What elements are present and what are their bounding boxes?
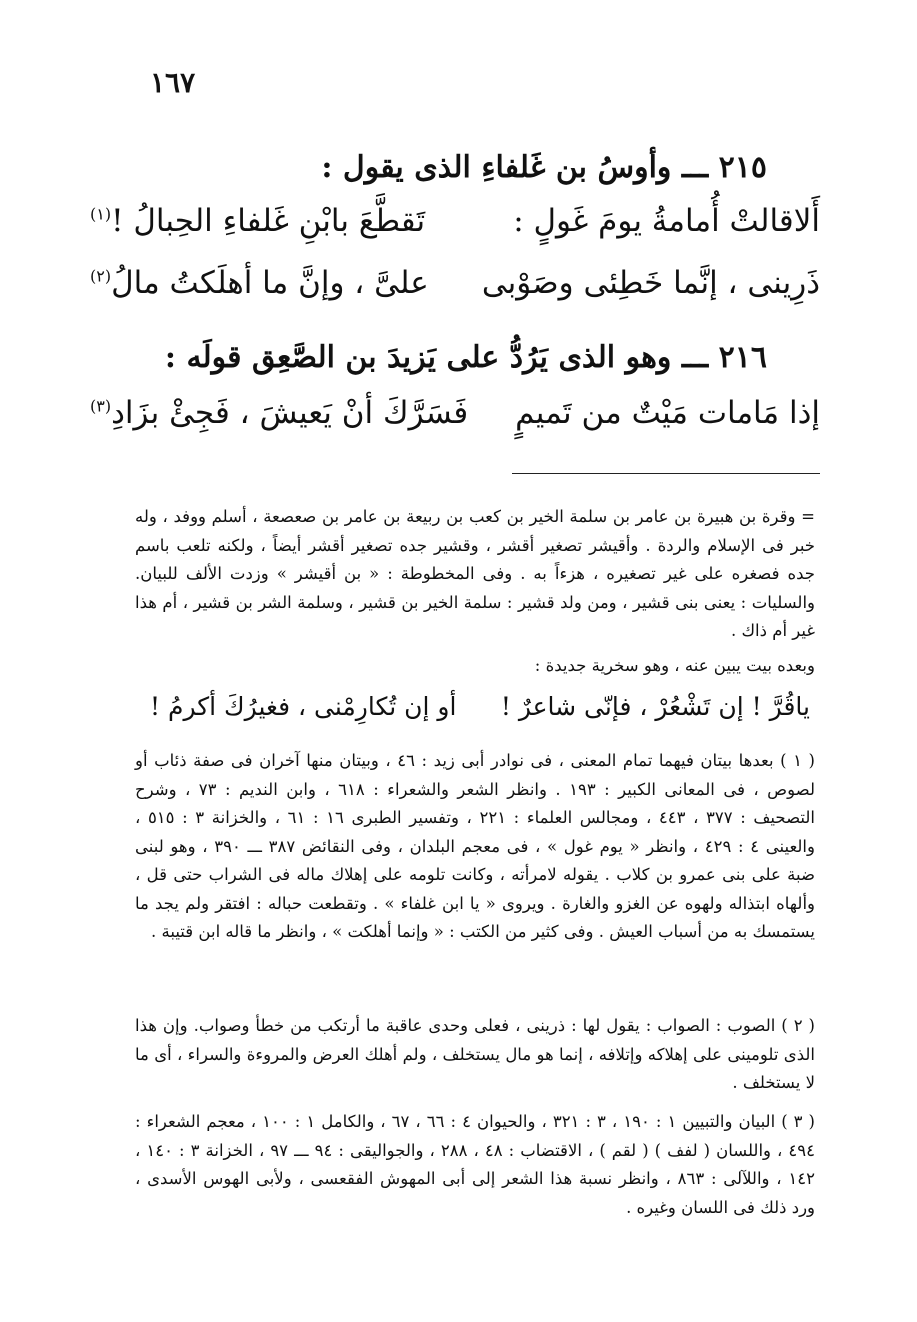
entry-heading-215: ٢١٥ ـــ وأوسُ بن غَلفاءِ الذى يقول : <box>321 150 767 185</box>
verse-2-second-text: علىَّ ، وإنَّ ما أهلَكتُ مالُ <box>111 265 429 301</box>
footnote-2: ( ٢ ) الصوب : الصواب : يقول لها : ذرينى ، فعلى وحدى عاقبة ما أرتكب من خطأ وصواب. وإن هذا الذى تلومينى على إهلاكه وإتلافه ، إنما هو مال يستخلف ، ولم أهلك العرض والمروءة والسراء ، أى ما لا يستخلف . <box>135 1016 815 1092</box>
verse-line-2 <box>90 265 820 315</box>
verse-1-first-hemistich <box>513 203 820 239</box>
verse-1-second-hemistich <box>90 203 425 239</box>
verse-line-3 <box>90 395 820 445</box>
verse-1-second-text: تَقطَّعَ بابْنِ غَلفاءِ الحِبالُ ! <box>111 203 426 239</box>
verse-3-second-text: فَسَرَّكَ أنْ يَعيشَ ، فَجِئْ بزَادِ <box>111 395 469 431</box>
footnote-ref-1: (١) <box>90 204 112 224</box>
footnote-separator <box>512 473 820 474</box>
footnote-1: ( ١ ) بعدها بيتان فيهما تمام المعنى ، فى نوادر أبى زيد : ٤٦ ، وبيتان منها آخران فى صفة ذئاب أو لصوص ، فى المعانى الكبير : ١٩٣ . وانظر الشعر والشعراء : ٦١٨ ، وابن النديم : ٧٣ ، وشرح التصحيف : ٣٧٧ ، ٤٤٣ ، ومجالس العلماء : ٢٢١ ، وتفسير الطبرى ١٦ : ٦١ ، والخزانة ٣ : ٥١٥ ، والعينى ٤ : ٤٢٩ ، وانظر « يوم غول » ، فى معجم البلدان ، وفى النقائض ٣٨٧ ـــ ٣٩٠ ، وهو لبنى ضبة على بنى عمرو بن كلاب . يقوله لامرأته ، وكانت تلومه على إهلاك ماله فى الشراب حتى قل ، وألهاه ابتذاله ولهوه عن الغزو والغارة . ويروى « يا ابن غلفاء » . وتقطعت حباله : افتقر ولم يجد ما يستمسك به من أسباب العيش . وفى كثير من الكتب : « وإنما أهلكت » ، وانظر ما قاله ابن قتيبة . <box>135 751 815 941</box>
verse-3-first-hemistich <box>515 395 820 431</box>
footnote-verse-second: أو إن تُكارِمْنى ، فغيرُكَ أكرمُ ! <box>150 692 457 721</box>
entry-heading-216: ٢١٦ ـــ وهو الذى يَرُدُّ على يَزيدَ بن الصَّعِق قولَه : <box>164 340 767 375</box>
footnote-verse-first: ياقُرَّ ! إن تَشْعُرْ ، فإنّى شاعرٌ ! <box>500 692 810 721</box>
verse-line-1 <box>90 203 820 253</box>
footnote-3: ( ٣ ) البيان والتبيين ١ : ١٩٠ ، ٣ : ٣٢١ ، والحيوان ٤ : ٦٦ ، ٦٧ ، والكامل ١ : ١٠٠ ، معجم الشعراء : ٤٩٤ ، واللسان ( لفف ) ( لقم ) ، الاقتضاب : ٤٨ ، ٢٨٨ ، والجواليقى : ٩٤ ـــ ٩٧ ، الخزانة ٣ : ١٤٠ ، ١٤٢ ، واللآلى : ٨٦٣ ، وانظر نسبة هذا الشعر إلى أبى المهوش الفقعسى ، ولأبى الهوس الأسدى ، ورد ذلك فى اللسان وغيره . <box>135 1112 816 1217</box>
verse-1-first-text: أَلاقالتْ أُمامةُ يومَ غَولٍ : <box>513 203 820 239</box>
footnote-verse <box>150 692 810 736</box>
verse-3-second-hemistich <box>90 395 468 431</box>
verse-2-second-hemistich <box>90 265 429 301</box>
verse-3-first-text: إذا مَامات مَيْتٌ من تَميمٍ <box>515 395 820 431</box>
verse-2-first-hemistich <box>482 265 820 301</box>
footnote-ref-3: (٣) <box>90 396 112 416</box>
page-number: ١٦٧ <box>150 66 196 99</box>
verse-2-first-text: ذَرِينى ، إنَّما خَطِئى وصَوْبى <box>481 265 820 301</box>
footnote-ref-2: (٢) <box>90 266 112 286</box>
footnote-intro-line: وبعده بيت يبين عنه ، وهو سخرية جديدة : <box>534 656 815 675</box>
footnote-continuation: = وقرة بن هبيرة بن عامر بن سلمة الخير بن كعب بن ربيعة بن عامر بن صعصعة ، أسلم ووفد ، وله خبر فى الإسلام والردة . وأقيشر تصغير أقشر ، وقشير جده تصغير أقشر أيضاً ، ولكنه تلعب باسم جده فصغره على غير تصغيره ، هزءاً به . وفى المخطوطة : « بن أقيشر » وزدت الألف للبيان. والسليات : يعنى بنى قشير ، ومن ولد قشير : سلمة الخير بن قشير ، وسلمة الشر بن قشير ، أم هذا غير أم ذاك . <box>135 507 815 640</box>
